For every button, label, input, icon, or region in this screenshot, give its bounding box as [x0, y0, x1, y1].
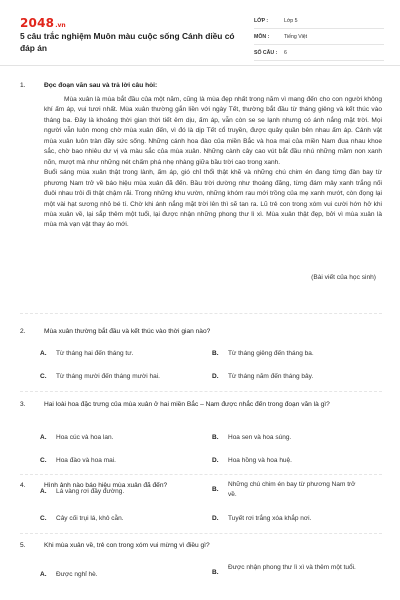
option-letter: B.	[212, 569, 219, 576]
option-letter: B.	[212, 350, 219, 357]
option-text: Hoa đào và hoa mai.	[56, 457, 116, 464]
question-number: 5.	[20, 542, 26, 549]
option-text: Hoa cúc và hoa lan.	[56, 434, 114, 441]
option-c[interactable]	[40, 456, 186, 466]
question-number: 3.	[20, 401, 26, 408]
option-letter: B.	[212, 434, 219, 441]
question-divider	[20, 533, 382, 534]
option-a[interactable]	[40, 433, 186, 443]
question-number: 1.	[20, 82, 26, 89]
question-prompt: Khi mùa xuân về, trẻ con trong xóm vui mừng vì điều gì?	[44, 542, 210, 549]
option-letter: C.	[40, 457, 47, 464]
reading-passage	[44, 95, 382, 231]
option-letter: A.	[40, 434, 47, 441]
option-letter: A.	[40, 350, 47, 357]
option-text: Được nhận phong thư lì xì và thêm một tuổi.	[228, 564, 356, 571]
meta-count-row	[254, 45, 384, 61]
option-text: Cây cối trụi lá, khô cằn.	[56, 515, 124, 522]
page-title: 5 câu trắc nghiệm Muôn màu cuộc sống Cánh diều có đáp án	[20, 31, 235, 53]
option-letter: D.	[212, 457, 219, 464]
question-divider	[20, 313, 382, 314]
option-letter: C.	[40, 515, 47, 522]
option-b[interactable]	[212, 563, 358, 578]
option-text: Từ tháng năm đến tháng bảy.	[228, 373, 314, 380]
option-text: Từ tháng giêng đến tháng ba.	[228, 350, 314, 357]
meta-label: SỐ CÂU :	[254, 49, 278, 56]
option-b[interactable]	[212, 349, 358, 359]
question-divider	[20, 391, 382, 392]
option-text: Tuyết rơi trắng xóa khắp nơi.	[228, 515, 312, 522]
meta-class-row	[254, 13, 384, 29]
page-header	[0, 0, 400, 66]
option-text: Hoa sen và hoa súng.	[228, 434, 292, 441]
meta-label: MÔN :	[254, 33, 270, 40]
logo-domain: .vn	[55, 22, 66, 29]
option-letter: B.	[212, 486, 219, 493]
option-b[interactable]	[212, 480, 358, 500]
option-letter: C.	[40, 373, 47, 380]
option-text: Lá vàng rơi đầy đường.	[56, 488, 125, 495]
option-letter: D.	[212, 373, 219, 380]
option-letter: A.	[40, 571, 47, 578]
question-number: 4.	[20, 482, 26, 489]
option-letter: D.	[212, 515, 219, 522]
question-2	[20, 327, 382, 339]
option-d[interactable]	[212, 514, 358, 524]
question-5	[20, 541, 382, 553]
question-3	[20, 400, 382, 422]
option-text: Từ tháng mười đến tháng mười hai.	[56, 373, 160, 380]
meta-value: Lớp 5	[284, 17, 298, 24]
option-b[interactable]	[212, 433, 358, 443]
passage-source: (Bài viết của học sinh)	[311, 274, 376, 281]
question-prompt: Hai loài hoa đặc trưng của mùa xuân ở hai miền Bắc – Nam được nhắc đến trong đoạn văn là gì?	[44, 401, 330, 408]
option-a[interactable]	[40, 570, 186, 580]
option-c[interactable]	[40, 514, 186, 524]
meta-subject-row	[254, 29, 384, 45]
option-letter: A.	[40, 488, 47, 495]
option-c[interactable]	[40, 372, 186, 382]
question-number: 2.	[20, 328, 26, 335]
question-prompt: Hình ảnh nào báo hiệu mùa xuân đã đến?	[44, 482, 168, 489]
option-text: Những chú chim én bay từ phương Nam trở về.	[228, 481, 356, 498]
meta-value: 6	[284, 49, 287, 56]
meta-label: LỚP :	[254, 17, 269, 24]
site-logo[interactable]	[20, 16, 66, 30]
question-1	[20, 81, 382, 93]
option-text: Được nghỉ hè.	[56, 571, 98, 578]
option-a[interactable]	[40, 349, 186, 359]
passage-paragraph: Mùa xuân là mùa bắt đầu của một năm, cũng là mùa đẹp nhất trong năm vì mang đến cho con người không khí ấm áp, vui tươi nhất. Mùa xuân thường gắn liền với ngày Tết, thường bắt đầu từ tháng giêng và kết thúc vào tháng ba. Đây là khoảng thời gian thời tiết êm dịu, ấm áp, vẫn còn se se lạnh nhưng có ánh nắng mặt trời. Mọi người vẫn luôn mong chờ mùa xuân đến, vì đó là dịp Tết cổ truyền, được quây quần bên nhau ấm áp. Cảnh vật mùa xuân luôn tràn đầy sức sống. Những cánh hoa đào của miền Bắc và hoa mai của miền Nam đua nhau khoe sắc, chờ bao nhiêu dư vị và màu sắc của mùa xuân. Những cành cây cao vút bắt đầu nhú những mầm non xanh nõn, mượt mà như những nét chấm phá nhẹ nhàng giữa bầu trời cao trong xanh.	[44, 96, 382, 166]
question-prompt: Đọc đoạn văn sau và trả lời câu hỏi:	[44, 82, 158, 89]
question-prompt: Mùa xuân thường bắt đầu và kết thúc vào thời gian nào?	[44, 328, 211, 335]
option-text: Hoa hồng và hoa huệ.	[228, 457, 292, 464]
logo-text: 2048	[20, 16, 55, 30]
option-text: Từ tháng hai đến tháng tư.	[56, 350, 134, 357]
option-d[interactable]	[212, 456, 358, 466]
option-a[interactable]	[40, 487, 186, 497]
question-divider	[20, 474, 382, 475]
passage-paragraph: Buổi sáng mùa xuân thật trong lành, ấm áp, gió chỉ thổi thật khẽ và những chú chim én đang từng đàn bay từ phương Nam trở về báo hiệu mùa xuân đã đến. Bầu trời dường như thoáng đãng, từng đám mây xanh trắng nối đuôi nhau trôi đi thật chậm rãi. Trong những khu vườn, những khóm rau mới trồng của mẹ xanh mướt, còn đọng lại một vài hạt sương nhỏ bé tí. Chờ khi ánh nắng mặt trời lên thì sẽ tan ra. Lũ trẻ con trong xóm vui cười hớn hở khi mùa xuân về, lại sắp thêm một tuổi, lại được nhận những phong thư lì xì. Mùa xuân thật đẹp, bởi vì mùa xuân là mùa mà vạn vật thay áo mới.	[44, 169, 382, 229]
quiz-meta	[254, 13, 384, 61]
meta-value: Tiếng Việt	[284, 33, 308, 40]
option-d[interactable]	[212, 372, 358, 382]
